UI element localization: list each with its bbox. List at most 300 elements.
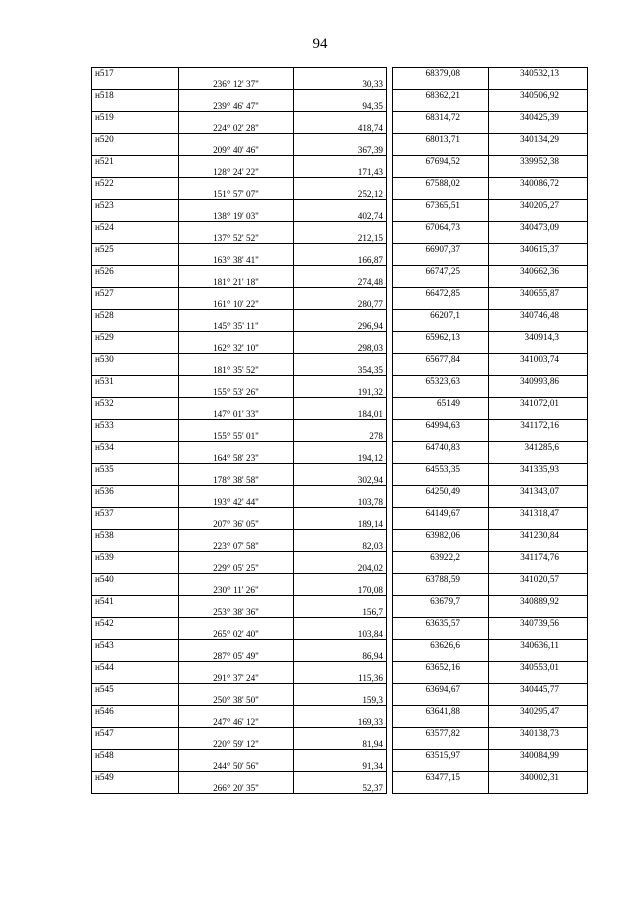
- y-coordinate-cell: 340993,86: [489, 376, 588, 387]
- empty-cell: [179, 618, 294, 629]
- empty-cell: [294, 552, 387, 563]
- empty-cell: [393, 453, 489, 464]
- segment-length-cell: 298,03: [294, 343, 387, 354]
- point-name-cell: н520: [92, 134, 179, 145]
- table-row: [92, 420, 588, 431]
- point-name-cell: н540: [92, 574, 179, 585]
- empty-cell: [92, 233, 179, 244]
- empty-cell: [393, 189, 489, 200]
- segment-length-cell: 274,48: [294, 277, 387, 288]
- direction-angle-cell: 223° 07' 58": [179, 541, 294, 552]
- empty-cell: [489, 299, 588, 310]
- empty-cell: [489, 277, 588, 288]
- empty-cell: [92, 365, 179, 376]
- empty-cell: [393, 673, 489, 684]
- segment-length-cell: 82,03: [294, 541, 387, 552]
- empty-cell: [92, 101, 179, 112]
- x-coordinate-cell: 67365,51: [393, 200, 489, 211]
- direction-angle-cell: 287° 05' 49": [179, 651, 294, 662]
- x-coordinate-cell: 64994,63: [393, 420, 489, 431]
- empty-cell: [489, 541, 588, 552]
- page-number: 94: [312, 36, 328, 52]
- direction-angle-cell: 137° 52' 52": [179, 233, 294, 244]
- table-row: [92, 739, 588, 750]
- direction-angle-cell: 155° 55' 01": [179, 431, 294, 442]
- y-coordinate-cell: 340205,27: [489, 200, 588, 211]
- empty-cell: [294, 574, 387, 585]
- segment-length-cell: 191,32: [294, 387, 387, 398]
- empty-cell: [489, 607, 588, 618]
- empty-cell: [489, 717, 588, 728]
- table-row: [92, 79, 588, 90]
- empty-cell: [393, 761, 489, 772]
- empty-cell: [489, 585, 588, 596]
- empty-cell: [92, 343, 179, 354]
- empty-cell: [489, 431, 588, 442]
- x-coordinate-cell: 68013,71: [393, 134, 489, 145]
- x-coordinate-cell: 63641,88: [393, 706, 489, 717]
- table-row: [92, 563, 588, 574]
- segment-length-cell: 166,87: [294, 255, 387, 266]
- x-coordinate-cell: 65962,13: [393, 332, 489, 343]
- empty-cell: [92, 519, 179, 530]
- direction-angle-cell: 253° 38' 36": [179, 607, 294, 618]
- point-name-cell: н519: [92, 112, 179, 123]
- empty-cell: [92, 695, 179, 706]
- empty-cell: [489, 497, 588, 508]
- direction-angle-cell: 147° 01' 33": [179, 409, 294, 420]
- point-name-cell: н518: [92, 90, 179, 101]
- point-name-cell: н543: [92, 640, 179, 651]
- segment-length-cell: 278: [294, 431, 387, 442]
- empty-cell: [179, 156, 294, 167]
- empty-cell: [294, 750, 387, 761]
- empty-cell: [489, 255, 588, 266]
- empty-cell: [294, 222, 387, 233]
- empty-cell: [179, 90, 294, 101]
- empty-cell: [92, 563, 179, 574]
- direction-angle-cell: 207° 36' 05": [179, 519, 294, 530]
- empty-cell: [92, 651, 179, 662]
- empty-cell: [393, 101, 489, 112]
- empty-cell: [393, 783, 489, 794]
- point-name-cell: н529: [92, 332, 179, 343]
- segment-length-cell: 212,15: [294, 233, 387, 244]
- point-name-cell: н524: [92, 222, 179, 233]
- direction-angle-cell: 236° 12' 37": [179, 79, 294, 90]
- x-coordinate-cell: 68379,08: [393, 68, 489, 79]
- table-row: [92, 244, 588, 255]
- empty-cell: [92, 717, 179, 728]
- empty-cell: [92, 453, 179, 464]
- empty-cell: [393, 519, 489, 530]
- point-name-cell: н521: [92, 156, 179, 167]
- empty-cell: [179, 772, 294, 783]
- empty-cell: [489, 629, 588, 640]
- empty-cell: [393, 365, 489, 376]
- empty-cell: [393, 211, 489, 222]
- y-coordinate-cell: 340889,92: [489, 596, 588, 607]
- table-row: [92, 321, 588, 332]
- empty-cell: [294, 376, 387, 387]
- y-coordinate-cell: 340002,31: [489, 772, 588, 783]
- empty-cell: [92, 607, 179, 618]
- table-row: [92, 530, 588, 541]
- table-row: [92, 365, 588, 376]
- segment-length-cell: 115,36: [294, 673, 387, 684]
- point-name-cell: н533: [92, 420, 179, 431]
- empty-cell: [393, 321, 489, 332]
- y-coordinate-cell: 341343,07: [489, 486, 588, 497]
- empty-cell: [294, 134, 387, 145]
- table-row: [92, 497, 588, 508]
- point-name-cell: н527: [92, 288, 179, 299]
- table-row: [92, 761, 588, 772]
- segment-length-cell: 94,35: [294, 101, 387, 112]
- x-coordinate-cell: 63679,7: [393, 596, 489, 607]
- direction-angle-cell: 247° 46' 12": [179, 717, 294, 728]
- empty-cell: [179, 376, 294, 387]
- segment-length-cell: 302,94: [294, 475, 387, 486]
- direction-angle-cell: 266° 20' 35": [179, 783, 294, 794]
- x-coordinate-cell: 67064,73: [393, 222, 489, 233]
- point-name-cell: н525: [92, 244, 179, 255]
- empty-cell: [393, 629, 489, 640]
- y-coordinate-cell: 340532,13: [489, 68, 588, 79]
- segment-length-cell: 252,12: [294, 189, 387, 200]
- table-row: [92, 310, 588, 321]
- y-coordinate-cell: 341285,6: [489, 442, 588, 453]
- table-row: [92, 178, 588, 189]
- empty-cell: [179, 200, 294, 211]
- direction-angle-cell: 250° 38' 50": [179, 695, 294, 706]
- point-name-cell: н535: [92, 464, 179, 475]
- empty-cell: [179, 596, 294, 607]
- y-coordinate-cell: 340615,37: [489, 244, 588, 255]
- direction-angle-cell: 229° 05' 25": [179, 563, 294, 574]
- empty-cell: [179, 310, 294, 321]
- y-coordinate-cell: 340746,48: [489, 310, 588, 321]
- segment-length-cell: 354,35: [294, 365, 387, 376]
- empty-cell: [294, 464, 387, 475]
- segment-length-cell: 103,78: [294, 497, 387, 508]
- empty-cell: [179, 134, 294, 145]
- empty-cell: [179, 574, 294, 585]
- empty-cell: [393, 607, 489, 618]
- segment-length-cell: 52,37: [294, 783, 387, 794]
- direction-angle-cell: 145° 35' 11": [179, 321, 294, 332]
- table-row: [92, 343, 588, 354]
- coordinates-table-body: [92, 68, 588, 794]
- table-row: [92, 695, 588, 706]
- point-name-cell: н546: [92, 706, 179, 717]
- table-row: [92, 750, 588, 761]
- x-coordinate-cell: 63515,97: [393, 750, 489, 761]
- table-row: [92, 288, 588, 299]
- table-row: [92, 145, 588, 156]
- segment-length-cell: 171,43: [294, 167, 387, 178]
- x-coordinate-cell: 67694,52: [393, 156, 489, 167]
- empty-cell: [393, 79, 489, 90]
- empty-cell: [489, 233, 588, 244]
- y-coordinate-cell: 341335,93: [489, 464, 588, 475]
- x-coordinate-cell: 68314,72: [393, 112, 489, 123]
- empty-cell: [489, 343, 588, 354]
- direction-angle-cell: 291° 37' 24": [179, 673, 294, 684]
- empty-cell: [489, 673, 588, 684]
- table-row: [92, 409, 588, 420]
- empty-cell: [92, 145, 179, 156]
- x-coordinate-cell: 66907,37: [393, 244, 489, 255]
- x-coordinate-cell: 66747,25: [393, 266, 489, 277]
- x-coordinate-cell: 66472,85: [393, 288, 489, 299]
- empty-cell: [92, 321, 179, 332]
- empty-cell: [489, 409, 588, 420]
- empty-cell: [489, 519, 588, 530]
- point-name-cell: н531: [92, 376, 179, 387]
- segment-length-cell: 86,94: [294, 651, 387, 662]
- y-coordinate-cell: 340086,72: [489, 178, 588, 189]
- direction-angle-cell: 193° 42' 44": [179, 497, 294, 508]
- empty-cell: [294, 178, 387, 189]
- table-row: [92, 629, 588, 640]
- x-coordinate-cell: 63626,6: [393, 640, 489, 651]
- table-row: [92, 189, 588, 200]
- empty-cell: [179, 244, 294, 255]
- segment-length-cell: 296,94: [294, 321, 387, 332]
- empty-cell: [294, 728, 387, 739]
- x-coordinate-cell: 63477,15: [393, 772, 489, 783]
- empty-cell: [92, 189, 179, 200]
- x-coordinate-cell: 63982,06: [393, 530, 489, 541]
- empty-cell: [179, 68, 294, 79]
- empty-cell: [179, 552, 294, 563]
- y-coordinate-cell: 340445,77: [489, 684, 588, 695]
- empty-cell: [393, 233, 489, 244]
- direction-angle-cell: 209° 40' 46": [179, 145, 294, 156]
- point-name-cell: н542: [92, 618, 179, 629]
- direction-angle-cell: 230° 11' 26": [179, 585, 294, 596]
- point-name-cell: н538: [92, 530, 179, 541]
- y-coordinate-cell: 340134,29: [489, 134, 588, 145]
- segment-length-cell: 30,33: [294, 79, 387, 90]
- segment-length-cell: 159,3: [294, 695, 387, 706]
- direction-angle-cell: 128° 24' 22": [179, 167, 294, 178]
- table-row: [92, 200, 588, 211]
- empty-cell: [179, 354, 294, 365]
- table-row: [92, 222, 588, 233]
- table-row: [92, 211, 588, 222]
- empty-cell: [489, 365, 588, 376]
- empty-cell: [92, 673, 179, 684]
- table-row: [92, 90, 588, 101]
- table-row: [92, 398, 588, 409]
- empty-cell: [294, 354, 387, 365]
- table-row: [92, 673, 588, 684]
- empty-cell: [179, 728, 294, 739]
- empty-cell: [393, 695, 489, 706]
- empty-cell: [179, 662, 294, 673]
- empty-cell: [393, 497, 489, 508]
- empty-cell: [294, 288, 387, 299]
- empty-cell: [294, 772, 387, 783]
- table-row: [92, 354, 588, 365]
- point-name-cell: н544: [92, 662, 179, 673]
- empty-cell: [92, 123, 179, 134]
- direction-angle-cell: 161° 10' 22": [179, 299, 294, 310]
- table-row: [92, 662, 588, 673]
- empty-cell: [92, 211, 179, 222]
- table-row: [92, 552, 588, 563]
- empty-cell: [92, 497, 179, 508]
- segment-length-cell: 194,12: [294, 453, 387, 464]
- segment-length-cell: 103,84: [294, 629, 387, 640]
- table-row: [92, 255, 588, 266]
- empty-cell: [179, 420, 294, 431]
- empty-cell: [179, 464, 294, 475]
- y-coordinate-cell: 339952,38: [489, 156, 588, 167]
- point-name-cell: н537: [92, 508, 179, 519]
- segment-length-cell: 189,14: [294, 519, 387, 530]
- empty-cell: [294, 68, 387, 79]
- y-coordinate-cell: 340506,92: [489, 90, 588, 101]
- point-name-cell: н530: [92, 354, 179, 365]
- point-name-cell: н526: [92, 266, 179, 277]
- empty-cell: [294, 442, 387, 453]
- empty-cell: [489, 145, 588, 156]
- empty-cell: [489, 783, 588, 794]
- empty-cell: [294, 420, 387, 431]
- empty-cell: [294, 200, 387, 211]
- empty-cell: [489, 189, 588, 200]
- empty-cell: [294, 706, 387, 717]
- empty-cell: [179, 288, 294, 299]
- empty-cell: [92, 431, 179, 442]
- empty-cell: [92, 79, 179, 90]
- empty-cell: [92, 585, 179, 596]
- direction-angle-cell: 151° 57' 07": [179, 189, 294, 200]
- empty-cell: [92, 277, 179, 288]
- x-coordinate-cell: 63652,16: [393, 662, 489, 673]
- empty-cell: [393, 431, 489, 442]
- empty-cell: [393, 585, 489, 596]
- x-coordinate-cell: 63577,82: [393, 728, 489, 739]
- direction-angle-cell: 163° 38' 41": [179, 255, 294, 266]
- empty-cell: [294, 112, 387, 123]
- empty-cell: [179, 398, 294, 409]
- segment-length-cell: 204,02: [294, 563, 387, 574]
- table-row: [92, 684, 588, 695]
- segment-length-cell: 81,94: [294, 739, 387, 750]
- x-coordinate-cell: 66207,1: [393, 310, 489, 321]
- empty-cell: [489, 123, 588, 134]
- table-row: [92, 123, 588, 134]
- point-name-cell: н545: [92, 684, 179, 695]
- empty-cell: [489, 761, 588, 772]
- point-name-cell: н532: [92, 398, 179, 409]
- empty-cell: [489, 167, 588, 178]
- table-row: [92, 728, 588, 739]
- table-row: [92, 112, 588, 123]
- empty-cell: [294, 244, 387, 255]
- y-coordinate-cell: 341020,57: [489, 574, 588, 585]
- segment-length-cell: 156,7: [294, 607, 387, 618]
- empty-cell: [179, 684, 294, 695]
- table-row: [92, 574, 588, 585]
- table-row: [92, 486, 588, 497]
- empty-cell: [179, 486, 294, 497]
- table-row: [92, 266, 588, 277]
- empty-cell: [179, 332, 294, 343]
- point-name-cell: н549: [92, 772, 179, 783]
- direction-angle-cell: 224° 02' 28": [179, 123, 294, 134]
- y-coordinate-cell: 340655,87: [489, 288, 588, 299]
- empty-cell: [489, 651, 588, 662]
- empty-cell: [179, 640, 294, 651]
- direction-angle-cell: 155° 53' 26": [179, 387, 294, 398]
- table-row: [92, 156, 588, 167]
- empty-cell: [92, 739, 179, 750]
- point-name-cell: н522: [92, 178, 179, 189]
- y-coordinate-cell: 341172,16: [489, 420, 588, 431]
- point-name-cell: н541: [92, 596, 179, 607]
- table-row: [92, 585, 588, 596]
- x-coordinate-cell: 63922,2: [393, 552, 489, 563]
- empty-cell: [92, 783, 179, 794]
- point-name-cell: н523: [92, 200, 179, 211]
- direction-angle-cell: 181° 35' 52": [179, 365, 294, 376]
- empty-cell: [393, 739, 489, 750]
- table-row: [92, 332, 588, 343]
- point-name-cell: н536: [92, 486, 179, 497]
- empty-cell: [294, 398, 387, 409]
- point-name-cell: н534: [92, 442, 179, 453]
- table-row: [92, 464, 588, 475]
- empty-cell: [179, 706, 294, 717]
- empty-cell: [294, 332, 387, 343]
- segment-length-cell: 184,01: [294, 409, 387, 420]
- table-row: [92, 299, 588, 310]
- x-coordinate-cell: 64149,67: [393, 508, 489, 519]
- table-row: [92, 101, 588, 112]
- table-row: [92, 541, 588, 552]
- empty-cell: [92, 387, 179, 398]
- point-name-cell: н528: [92, 310, 179, 321]
- table-row: [92, 783, 588, 794]
- x-coordinate-cell: 65149: [393, 398, 489, 409]
- x-coordinate-cell: 64553,35: [393, 464, 489, 475]
- empty-cell: [489, 101, 588, 112]
- y-coordinate-cell: 340739,56: [489, 618, 588, 629]
- empty-cell: [294, 684, 387, 695]
- empty-cell: [179, 750, 294, 761]
- empty-cell: [179, 442, 294, 453]
- segment-length-cell: 170,08: [294, 585, 387, 596]
- x-coordinate-cell: 65323,63: [393, 376, 489, 387]
- empty-cell: [179, 508, 294, 519]
- table-row: [92, 706, 588, 717]
- empty-cell: [393, 717, 489, 728]
- direction-angle-cell: 164° 58' 23": [179, 453, 294, 464]
- empty-cell: [92, 167, 179, 178]
- direction-angle-cell: 162° 32' 10": [179, 343, 294, 354]
- empty-cell: [92, 629, 179, 640]
- table-row: [92, 519, 588, 530]
- empty-cell: [294, 508, 387, 519]
- x-coordinate-cell: 64740,83: [393, 442, 489, 453]
- y-coordinate-cell: 340138,73: [489, 728, 588, 739]
- x-coordinate-cell: 63788,59: [393, 574, 489, 585]
